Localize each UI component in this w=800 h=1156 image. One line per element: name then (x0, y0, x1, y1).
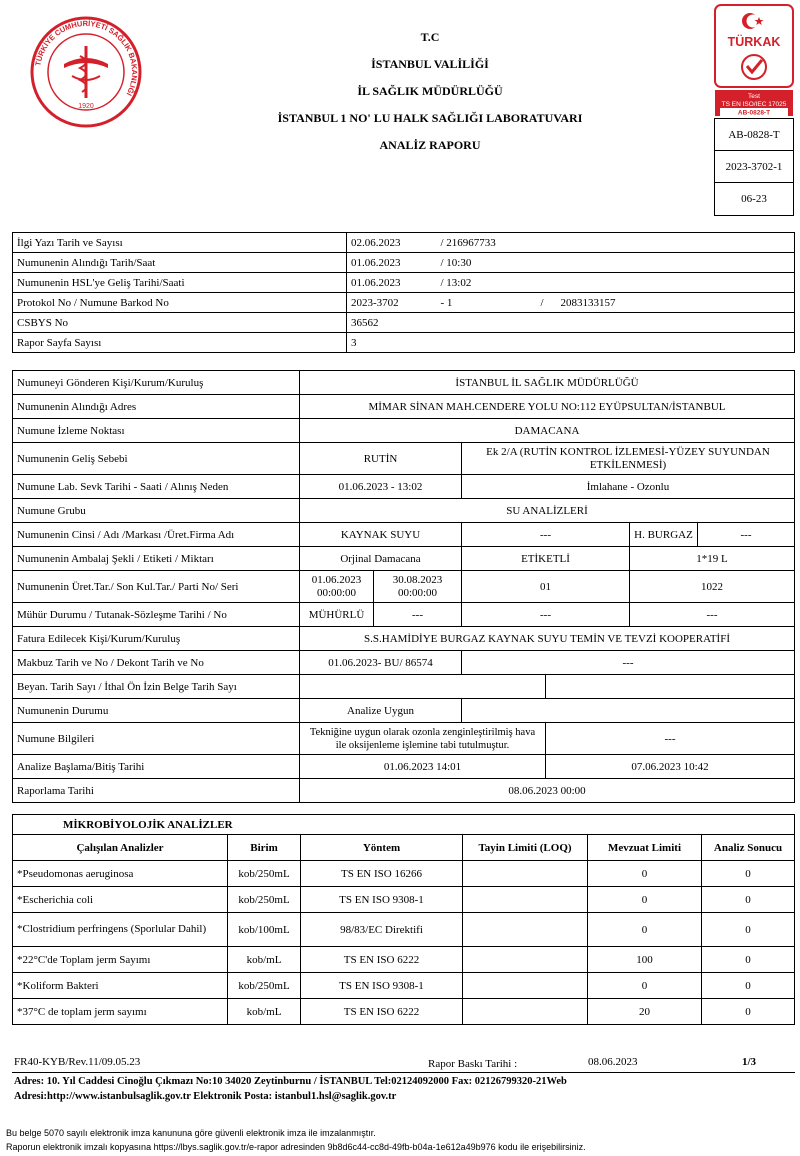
analysis-method: TS EN ISO 9308-1 (301, 887, 463, 913)
sample-value: 1022 (630, 571, 795, 603)
analysis-method: 98/83/EC Direktifi (301, 913, 463, 947)
info-value: / 13:02 (437, 273, 537, 293)
sample-value: S.S.HAMİDİYE BURGAZ KAYNAK SUYU TEMİN VE TEVZİ KOOPERATİFİ (300, 627, 795, 651)
info-value (537, 273, 557, 293)
info-value: 2083133157 (557, 293, 795, 313)
analysis-method: TS EN ISO 6222 (301, 999, 463, 1025)
sample-value: --- (462, 603, 630, 627)
footer-divider (12, 1072, 795, 1073)
info-value: 02.06.2023 (347, 233, 437, 253)
info-table (12, 232, 795, 353)
header-valilik: İSTANBUL VALİLİĞİ (371, 57, 489, 71)
table-row (13, 755, 795, 779)
analysis-name: *Pseudomonas aeruginosa (13, 861, 228, 887)
sample-label: Numunenin Cinsi / Adı /Markası /Üret.Firma Adı (13, 523, 300, 547)
analysis-loq (463, 887, 588, 913)
info-label: Protokol No / Numune Barkod No (13, 293, 347, 313)
sample-value: SU ANALİZLERİ (300, 499, 795, 523)
footer-web: Adresi:http://www.istanbulsaglik.gov.tr Elektronik Posta: istanbul1.hsl@saglik.gov.tr (14, 1091, 397, 1102)
header-lab: İSTANBUL 1 NO' LU HALK SAĞLIĞI LABORATUVARI (277, 111, 583, 125)
analysis-loq (463, 861, 588, 887)
info-value (557, 233, 795, 253)
print-date-label: Rapor Baskı Tarihi : (428, 1058, 518, 1070)
analysis-limit: 0 (588, 913, 702, 947)
info-value: - 1 (437, 293, 537, 313)
sample-value: RUTİN (300, 443, 462, 475)
sample-label: Numunenin Geliş Sebebi (13, 443, 300, 475)
sample-value: Orjinal Damacana (300, 547, 462, 571)
logo-year: 1920 (78, 103, 94, 110)
info-value: 01.06.2023 (347, 273, 437, 293)
info-value: 3 (347, 333, 437, 353)
info-value (537, 253, 557, 273)
table-row (13, 475, 795, 499)
column-header: Birim (228, 835, 301, 861)
sample-value: İSTANBUL İL SAĞLIK MÜDÜRLÜĞÜ (300, 371, 795, 395)
header-tc: T.C (420, 30, 440, 44)
info-label: Rapor Sayfa Sayısı (13, 333, 347, 353)
sample-value: 01.06.2023 14:01 (300, 755, 546, 779)
turkak-brand: TÜRKAK (727, 35, 781, 49)
info-value: 01.06.2023 (347, 253, 437, 273)
turkak-accreditation-logo (714, 4, 794, 116)
info-value (437, 313, 537, 333)
analysis-unit: kob/100mL (228, 913, 301, 947)
header-mudurluk: İL SAĞLIK MÜDÜRLÜĞÜ (357, 84, 503, 98)
sample-value: ETİKETLİ (462, 547, 630, 571)
sample-label: Numunenin Alındığı Adres (13, 395, 300, 419)
info-label: Numunenin Alındığı Tarih/Saat (13, 253, 347, 273)
analysis-result: 0 (702, 947, 795, 973)
table-row (13, 419, 795, 443)
table-row (13, 973, 795, 999)
header-report-title: ANALİZ RAPORU (379, 138, 481, 152)
table-row (13, 443, 795, 475)
sample-value: --- (546, 723, 795, 755)
table-row (13, 779, 795, 803)
sample-label: Makbuz Tarih ve No / Dekont Tarih ve No (13, 651, 300, 675)
analysis-name: *Escherichia coli (13, 887, 228, 913)
sample-label: Numunenin Durumu (13, 699, 300, 723)
sample-label: Numune Grubu (13, 499, 300, 523)
table-header-row (13, 835, 795, 861)
sample-value: Analize Uygun (300, 699, 462, 723)
sample-label: Beyan. Tarih Sayı / İthal Ön İzin Belge Tarih Sayı (13, 675, 300, 699)
analysis-name: *37°C de toplam jerm sayımı (13, 999, 228, 1025)
table-row (13, 395, 795, 419)
sample-label: Mühür Durumu / Tutanak-Sözleşme Tarihi / No (13, 603, 300, 627)
sample-value: KAYNAK SUYU (300, 523, 462, 547)
print-date: 08.06.2023 (588, 1056, 638, 1068)
info-value: / 10:30 (437, 253, 537, 273)
info-value: / 216967733 (437, 233, 537, 253)
sample-value: İmlahane - Ozonlu (462, 475, 795, 499)
analysis-name: *Koliform Bakteri (13, 973, 228, 999)
column-header: Tayin Limiti (LOQ) (463, 835, 588, 861)
analysis-result: 0 (702, 913, 795, 947)
table-row (13, 233, 795, 253)
sample-label: Numune Bilgileri (13, 723, 300, 755)
analysis-limit: 100 (588, 947, 702, 973)
sample-value: 07.06.2023 10:42 (546, 755, 795, 779)
info-value (557, 333, 795, 353)
info-value (437, 333, 537, 353)
table-row (13, 253, 795, 273)
column-header: Mevzuat Limiti (588, 835, 702, 861)
analysis-method: TS EN ISO 6222 (301, 947, 463, 973)
sample-label: Numunenin Üret.Tar./ Son Kul.Tar./ Parti No/ Seri (13, 571, 300, 603)
info-label: Numunenin HSL'ye Geliş Tarihi/Saati (13, 273, 347, 293)
table-row (13, 913, 795, 947)
table-row (13, 999, 795, 1025)
info-value: 36562 (347, 313, 437, 333)
analysis-unit: kob/250mL (228, 973, 301, 999)
analysis-result: 0 (702, 861, 795, 887)
table-row (13, 333, 795, 353)
sample-label: Numunenin Ambalaj Şekli / Etiketi / Miktarı (13, 547, 300, 571)
sample-value: Ek 2/A (RUTİN KONTROL İZLEMESİ-YÜZEY SUYUNDAN ETKİLENMESİ) (462, 443, 795, 475)
accreditation-code-box (714, 118, 794, 216)
analysis-loq (463, 973, 588, 999)
info-label: CSBYS No (13, 313, 347, 333)
sample-value: --- (630, 603, 795, 627)
analysis-unit: kob/250mL (228, 861, 301, 887)
sample-value: --- (698, 523, 795, 547)
info-value (557, 313, 795, 333)
form-code: FR40-KYB/Rev.11/09.05.23 (14, 1056, 141, 1068)
sample-value: 01.06.2023- BU/ 86574 (300, 651, 462, 675)
analysis-method: TS EN ISO 9308-1 (301, 973, 463, 999)
sample-value: --- (374, 603, 462, 627)
table-row (13, 651, 795, 675)
accreditation-code: AB-0828-T (715, 119, 793, 151)
logo-ring-text: TÜRKİYE CUMHURİYETİ SAĞLIK BAKANLIĞI (33, 18, 140, 98)
column-header: Yöntem (301, 835, 463, 861)
analysis-loq (463, 999, 588, 1025)
analysis-method: TS EN ISO 16266 (301, 861, 463, 887)
sample-label: Numune İzleme Noktası (13, 419, 300, 443)
analysis-unit: kob/250mL (228, 887, 301, 913)
report-number: 2023-3702-1 (715, 151, 793, 183)
table-row (13, 887, 795, 913)
footer-address: Adres: 10. Yıl Caddesi Cinoğlu Çıkmazı No:10 34020 Zeytinburnu / İSTANBUL Tel:02124092000 Fax: 02126799320-21Web (14, 1076, 567, 1087)
analysis-limit: 0 (588, 887, 702, 913)
table-row (13, 547, 795, 571)
info-value: / (537, 293, 557, 313)
analysis-result: 0 (702, 887, 795, 913)
table-row (13, 293, 795, 313)
table-row (13, 571, 795, 603)
sample-value (300, 675, 546, 699)
table-row (13, 603, 795, 627)
info-value (537, 233, 557, 253)
sample-value: Tekniğine uygun olarak ozonla zenginleştirilmiş hava ile oksijenleme işlemine tabi tutulmuştur. (300, 723, 546, 755)
info-value (537, 313, 557, 333)
analysis-limit: 20 (588, 999, 702, 1025)
analysis-loq (463, 947, 588, 973)
table-row (13, 499, 795, 523)
sample-value: MİMAR SİNAN MAH.CENDERE YOLU NO:112 EYÜPSULTAN/İSTANBUL (300, 395, 795, 419)
table-row (13, 723, 795, 755)
sample-label: Analize Başlama/Bitiş Tarihi (13, 755, 300, 779)
table-row (13, 313, 795, 333)
analysis-limit: 0 (588, 973, 702, 999)
info-label: İlgi Yazı Tarih ve Sayısı (13, 233, 347, 253)
microbiology-title: MİKROBİYOLOJİK ANALİZLER (13, 815, 795, 835)
esign-note: Bu belge 5070 sayılı elektronik imza kanununa göre güvenli elektronik imza ile imzalanmıştır. (6, 1128, 376, 1138)
turkak-test: Test (748, 93, 760, 100)
table-row (13, 273, 795, 293)
analysis-result: 0 (702, 999, 795, 1025)
sample-value: --- (462, 523, 630, 547)
analysis-unit: kob/mL (228, 999, 301, 1025)
report-period: 06-23 (741, 193, 767, 205)
sample-value: DAMACANA (300, 419, 795, 443)
turkak-standard: TS EN ISO/IEC 17025 (721, 101, 787, 108)
info-value (537, 333, 557, 353)
esign-link[interactable]: Raporun elektronik imzalı kopyasına https://lbys.saglik.gov.tr/e-rapor adresinden 9b8d6c44-cc8d-49fb-b04a-1e612a49b976 kodu ile erişebilirsiniz. (6, 1142, 586, 1152)
table-row (13, 699, 795, 723)
turkak-code: AB-0828-T (737, 109, 771, 116)
page-number: 1/3 (742, 1056, 757, 1068)
sample-value: MÜHÜRLÜ (300, 603, 374, 627)
analysis-loq (463, 913, 588, 947)
info-value: 2023-3702 (347, 293, 437, 313)
analysis-result: 0 (702, 973, 795, 999)
info-value (557, 273, 795, 293)
sample-value: --- (462, 651, 795, 675)
table-row (13, 947, 795, 973)
column-header: Analiz Sonucu (702, 835, 795, 861)
report-header (210, 24, 650, 159)
column-header: Çalışılan Analizler (13, 835, 228, 861)
table-row (13, 675, 795, 699)
sample-label: Raporlama Tarihi (13, 779, 300, 803)
info-value (557, 253, 795, 273)
sample-label: Numune Lab. Sevk Tarihi - Saati / Alınış Neden (13, 475, 300, 499)
table-row (13, 627, 795, 651)
sample-value: 01.06.2023 00:00:00 (300, 571, 374, 603)
analysis-unit: kob/mL (228, 947, 301, 973)
sample-value: 01.06.2023 - 13:02 (300, 475, 462, 499)
analysis-name: *22°C'de Toplam jerm Sayımı (13, 947, 228, 973)
sample-value (546, 675, 795, 699)
sample-value: H. BURGAZ (630, 523, 698, 547)
sample-value: 1*19 L (630, 547, 795, 571)
ministry-of-health-logo (24, 16, 148, 128)
sample-value: 30.08.2023 00:00:00 (374, 571, 462, 603)
microbiology-table (12, 814, 795, 1025)
sample-label: Fatura Edilecek Kişi/Kurum/Kuruluş (13, 627, 300, 651)
analysis-name: *Clostridium perfringens (Sporlular Dahil) (13, 913, 228, 947)
table-row (13, 523, 795, 547)
sample-value: 08.06.2023 00:00 (300, 779, 795, 803)
sample-value (462, 699, 795, 723)
analysis-limit: 0 (588, 861, 702, 887)
table-row (13, 371, 795, 395)
table-row (13, 861, 795, 887)
sample-table (12, 370, 795, 803)
sample-label: Numuneyi Gönderen Kişi/Kurum/Kuruluş (13, 371, 300, 395)
sample-value: 01 (462, 571, 630, 603)
